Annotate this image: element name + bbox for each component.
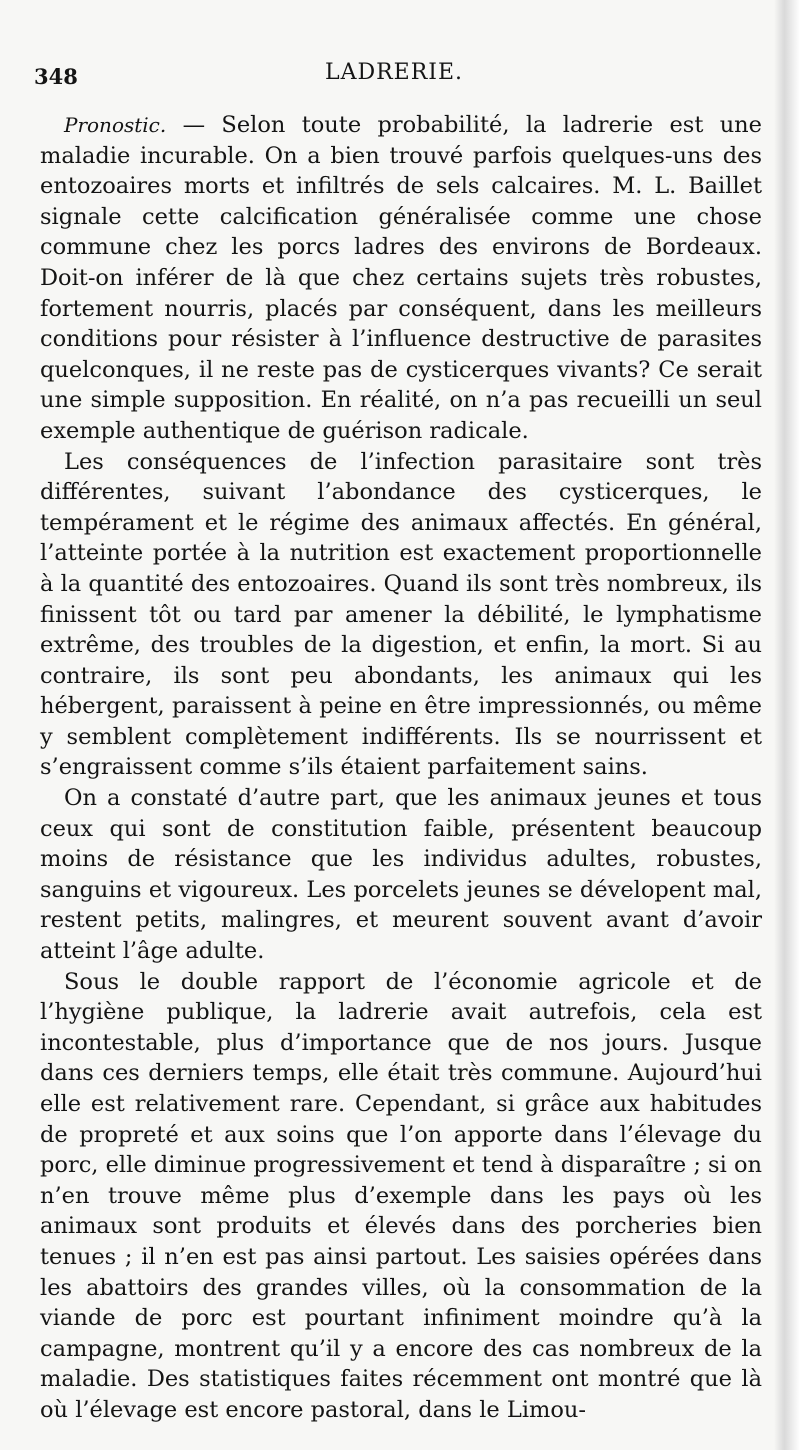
- paragraph-consequences: Les conséquences de l’infection parasitaire sont très différentes, suivant l’abondance des cysticerques, le tempérament et le régime des animaux affectés. En général, l’atteinte portée à la nutrition est exactement proportionnelle à la quantité des entozoaires. Quand ils sont très nombreux, ils finissent tôt ou tard par amener la débilité, le lymphatisme extrême, des troubles de la digestion, et enfin, la mort. Si au contraire, ils sont peu abondants, les animaux qui les hébergent, paraissent à peine en être impressionnés, ou même y semblent complètement indifférents. Ils se nourrissent et s’engraissent comme s’ils étaient parfaitement sains.: [40, 448, 762, 781]
- running-title: LADRERIE.: [324, 60, 464, 85]
- paragraph-economy-hygiene: Sous le double rapport de l’économie agricole et de l’hygiène publique, la ladrerie avait autrefois, cela est incontestable, plus d’importance que de nos jours. Jusque dans ces derniers temps, elle était très commune. Aujourd’hui elle est relativement rare. Cependant, si grâce aux habitudes de propreté et aux soins que l’on apporte dans l’élevage du porc, elle diminue progressivement et tend à disparaître ; si on n’en trouve même plus d’exemple dans les pays où les animaux sont produits et élevés dans des porcheries bien tenues ; il n’en est pas ainsi partout. Les saisies opérées dans les abattoirs des grandes villes, où la consommation de la viande de porc est pourtant infiniment moindre qu’à la campagne, montrent qu’il y a encore des cas nombreux de la maladie. Des statistiques faites récemment ont montré que là où l’élevage est encore pastoral, dans le Limou-: [40, 968, 762, 1423]
- paragraph-text: — Selon toute probabilité, la ladrerie est une maladie incurable. On a bien trouvé parfois quelques-uns des entozoaires morts et infiltrés de sels calcaires. M. L. Baillet signale cette calcification généralisée comme une chose commune chez les porcs ladres des environs de Bordeaux. Doit-on inférer de là que chez certains sujets très robustes, fortement nourris, placés par conséquent, dans les meilleurs conditions pour résister à l’influence destructive de parasites quelconques, il ne reste pas de cysticerques vivants? Ce serait une simple supposition. En réalité, on n’a pas recueilli un seul exemple authentique de guérison radicale.: [40, 112, 762, 444]
- page-header: [34, 58, 754, 92]
- paragraph-young-animals: On a constaté d’autre part, que les animaux jeunes et tous ceux qui sont de constitution faible, présentent beaucoup moins de résistance que les individus adultes, robustes, sanguins et vigoureux. Les porcelets jeunes se dévelopent mal, restent petits, malingres, et meurent souvent avant d’avoir atteint l’âge adulte.: [40, 785, 762, 965]
- body-text: [40, 110, 762, 1426]
- paragraph-pronostic: [40, 110, 762, 447]
- page-number: 348: [34, 64, 78, 89]
- section-label: Pronostic.: [64, 113, 167, 137]
